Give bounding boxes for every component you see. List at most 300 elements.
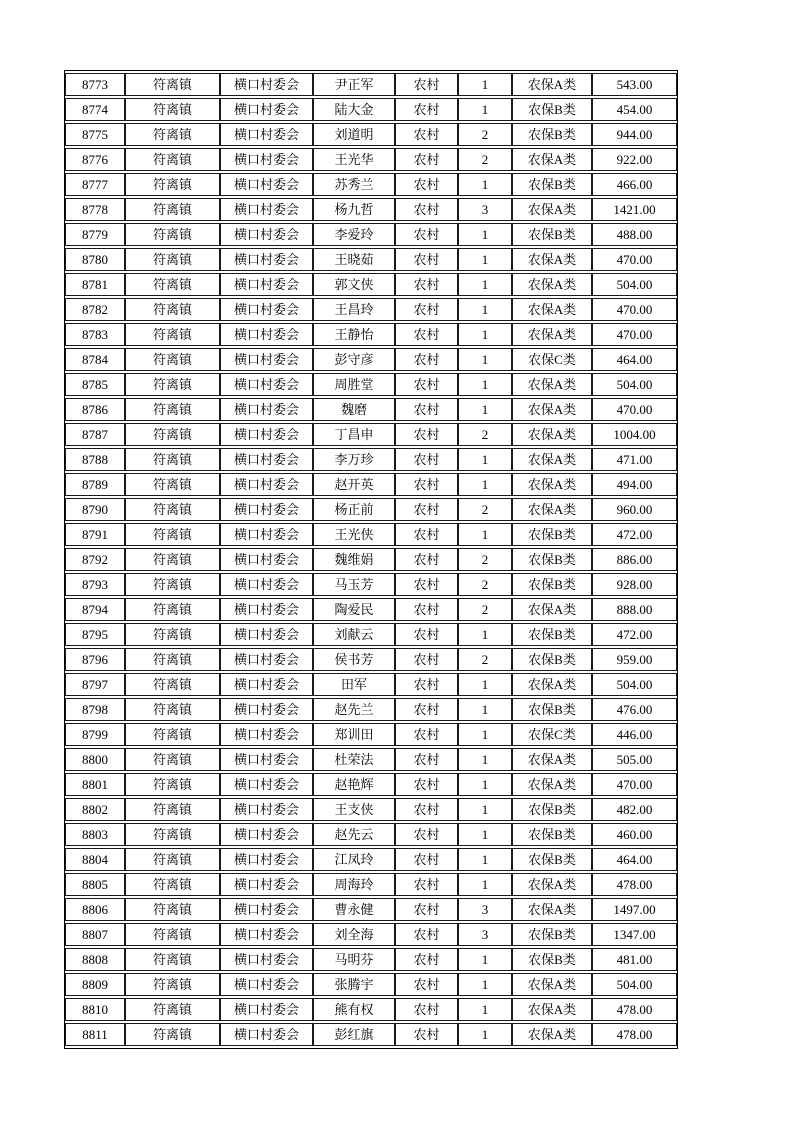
cell-insurance-category: 农保A类 (512, 148, 592, 171)
cell-town-name: 符离镇 (125, 423, 220, 446)
cell-person-count: 1 (458, 673, 512, 696)
cell-insurance-category: 农保A类 (512, 423, 592, 446)
cell-subsidy-amount: 481.00 (592, 948, 677, 971)
cell-insurance-category: 农保A类 (512, 73, 592, 96)
cell-insurance-category: 农保B类 (512, 123, 592, 146)
cell-insurance-category: 农保B类 (512, 573, 592, 596)
cell-insurance-category: 农保A类 (512, 748, 592, 771)
table-row (65, 973, 677, 996)
cell-person-name: 杨正前 (313, 498, 395, 521)
table-row (65, 348, 677, 371)
cell-household-type: 农村 (395, 473, 458, 496)
cell-serial-number: 8810 (65, 998, 125, 1021)
cell-village-committee: 横口村委会 (220, 898, 313, 921)
cell-village-committee: 横口村委会 (220, 298, 313, 321)
cell-household-type: 农村 (395, 323, 458, 346)
cell-serial-number: 8808 (65, 948, 125, 971)
cell-village-committee: 横口村委会 (220, 348, 313, 371)
cell-insurance-category: 农保A类 (512, 498, 592, 521)
cell-person-name: 苏秀兰 (313, 173, 395, 196)
cell-person-count: 1 (458, 398, 512, 421)
cell-person-count: 1 (458, 223, 512, 246)
cell-person-name: 刘道明 (313, 123, 395, 146)
cell-town-name: 符离镇 (125, 773, 220, 796)
cell-village-committee: 横口村委会 (220, 623, 313, 646)
cell-town-name: 符离镇 (125, 348, 220, 371)
cell-town-name: 符离镇 (125, 298, 220, 321)
cell-subsidy-amount: 504.00 (592, 673, 677, 696)
cell-household-type: 农村 (395, 123, 458, 146)
table-row (65, 398, 677, 421)
cell-household-type: 农村 (395, 498, 458, 521)
cell-serial-number: 8805 (65, 873, 125, 896)
cell-village-committee: 横口村委会 (220, 948, 313, 971)
cell-person-name: 王晓茹 (313, 248, 395, 271)
cell-village-committee: 横口村委会 (220, 223, 313, 246)
cell-village-committee: 横口村委会 (220, 923, 313, 946)
cell-town-name: 符离镇 (125, 898, 220, 921)
cell-village-committee: 横口村委会 (220, 148, 313, 171)
cell-town-name: 符离镇 (125, 498, 220, 521)
cell-subsidy-amount: 494.00 (592, 473, 677, 496)
cell-insurance-category: 农保B类 (512, 798, 592, 821)
cell-person-count: 1 (458, 873, 512, 896)
cell-person-name: 曹永健 (313, 898, 395, 921)
cell-insurance-category: 农保A类 (512, 873, 592, 896)
cell-household-type: 农村 (395, 623, 458, 646)
table-row (65, 148, 677, 171)
cell-subsidy-amount: 1497.00 (592, 898, 677, 921)
cell-town-name: 符离镇 (125, 723, 220, 746)
cell-subsidy-amount: 464.00 (592, 848, 677, 871)
cell-serial-number: 8803 (65, 823, 125, 846)
cell-serial-number: 8796 (65, 648, 125, 671)
cell-village-committee: 横口村委会 (220, 748, 313, 771)
cell-household-type: 农村 (395, 923, 458, 946)
table-row (65, 948, 677, 971)
cell-town-name: 符离镇 (125, 323, 220, 346)
cell-person-name: 杨九哲 (313, 198, 395, 221)
cell-person-name: 周海玲 (313, 873, 395, 896)
cell-serial-number: 8801 (65, 773, 125, 796)
cell-insurance-category: 农保A类 (512, 1023, 592, 1046)
cell-insurance-category: 农保C类 (512, 348, 592, 371)
cell-village-committee: 横口村委会 (220, 973, 313, 996)
cell-subsidy-amount: 922.00 (592, 148, 677, 171)
cell-person-count: 2 (458, 148, 512, 171)
cell-household-type: 农村 (395, 223, 458, 246)
cell-town-name: 符离镇 (125, 923, 220, 946)
table-row (65, 873, 677, 896)
cell-serial-number: 8776 (65, 148, 125, 171)
cell-person-count: 2 (458, 423, 512, 446)
cell-village-committee: 横口村委会 (220, 373, 313, 396)
table-row (65, 498, 677, 521)
cell-household-type: 农村 (395, 723, 458, 746)
cell-insurance-category: 农保B类 (512, 98, 592, 121)
cell-serial-number: 8790 (65, 498, 125, 521)
cell-insurance-category: 农保B类 (512, 823, 592, 846)
cell-household-type: 农村 (395, 948, 458, 971)
cell-town-name: 符离镇 (125, 523, 220, 546)
cell-subsidy-amount: 1004.00 (592, 423, 677, 446)
cell-person-count: 3 (458, 923, 512, 946)
cell-household-type: 农村 (395, 73, 458, 96)
table-row (65, 898, 677, 921)
cell-person-count: 1 (458, 998, 512, 1021)
cell-household-type: 农村 (395, 898, 458, 921)
cell-person-name: 李万珍 (313, 448, 395, 471)
cell-village-committee: 横口村委会 (220, 698, 313, 721)
cell-town-name: 符离镇 (125, 273, 220, 296)
cell-village-committee: 横口村委会 (220, 273, 313, 296)
cell-town-name: 符离镇 (125, 398, 220, 421)
cell-household-type: 农村 (395, 798, 458, 821)
cell-person-name: 刘全海 (313, 923, 395, 946)
cell-village-committee: 横口村委会 (220, 1023, 313, 1046)
cell-subsidy-amount: 470.00 (592, 323, 677, 346)
cell-insurance-category: 农保C类 (512, 723, 592, 746)
cell-person-count: 1 (458, 1023, 512, 1046)
cell-insurance-category: 农保B类 (512, 698, 592, 721)
cell-serial-number: 8793 (65, 573, 125, 596)
cell-town-name: 符离镇 (125, 473, 220, 496)
cell-insurance-category: 农保A类 (512, 198, 592, 221)
cell-serial-number: 8809 (65, 973, 125, 996)
cell-subsidy-amount: 886.00 (592, 548, 677, 571)
cell-village-committee: 横口村委会 (220, 823, 313, 846)
cell-town-name: 符离镇 (125, 848, 220, 871)
cell-insurance-category: 农保A类 (512, 773, 592, 796)
table-row (65, 523, 677, 546)
cell-subsidy-amount: 478.00 (592, 873, 677, 896)
cell-insurance-category: 农保B类 (512, 223, 592, 246)
table-body (65, 73, 677, 1046)
cell-town-name: 符离镇 (125, 198, 220, 221)
cell-serial-number: 8783 (65, 323, 125, 346)
cell-town-name: 符离镇 (125, 823, 220, 846)
cell-person-count: 1 (458, 98, 512, 121)
cell-village-committee: 横口村委会 (220, 998, 313, 1021)
cell-subsidy-amount: 446.00 (592, 723, 677, 746)
cell-household-type: 农村 (395, 823, 458, 846)
cell-insurance-category: 农保B类 (512, 173, 592, 196)
cell-household-type: 农村 (395, 98, 458, 121)
cell-person-name: 彭红旗 (313, 1023, 395, 1046)
cell-person-name: 江凤玲 (313, 848, 395, 871)
cell-person-count: 2 (458, 598, 512, 621)
cell-serial-number: 8794 (65, 598, 125, 621)
table-row (65, 623, 677, 646)
cell-person-count: 3 (458, 198, 512, 221)
cell-serial-number: 8778 (65, 198, 125, 221)
table-row (65, 298, 677, 321)
cell-person-count: 1 (458, 323, 512, 346)
cell-person-name: 李爱玲 (313, 223, 395, 246)
cell-town-name: 符离镇 (125, 673, 220, 696)
cell-person-count: 1 (458, 748, 512, 771)
cell-person-count: 3 (458, 898, 512, 921)
cell-insurance-category: 农保B类 (512, 923, 592, 946)
cell-person-count: 1 (458, 473, 512, 496)
cell-person-name: 张腾宇 (313, 973, 395, 996)
table-row (65, 823, 677, 846)
cell-person-count: 1 (458, 698, 512, 721)
cell-subsidy-amount: 505.00 (592, 748, 677, 771)
cell-town-name: 符离镇 (125, 998, 220, 1021)
cell-person-name: 赵艳辉 (313, 773, 395, 796)
cell-subsidy-amount: 470.00 (592, 398, 677, 421)
cell-person-name: 陆大金 (313, 98, 395, 121)
cell-insurance-category: 农保A类 (512, 673, 592, 696)
cell-town-name: 符离镇 (125, 1023, 220, 1046)
table-row (65, 598, 677, 621)
cell-serial-number: 8787 (65, 423, 125, 446)
cell-person-count: 1 (458, 798, 512, 821)
cell-person-count: 1 (458, 273, 512, 296)
cell-insurance-category: 农保A类 (512, 273, 592, 296)
cell-person-count: 2 (458, 573, 512, 596)
cell-insurance-category: 农保A类 (512, 898, 592, 921)
cell-person-name: 尹正军 (313, 73, 395, 96)
cell-person-name: 侯书芳 (313, 648, 395, 671)
cell-town-name: 符离镇 (125, 623, 220, 646)
table-row (65, 473, 677, 496)
cell-village-committee: 横口村委会 (220, 423, 313, 446)
cell-person-name: 熊有权 (313, 998, 395, 1021)
cell-household-type: 农村 (395, 648, 458, 671)
cell-household-type: 农村 (395, 673, 458, 696)
cell-village-committee: 横口村委会 (220, 873, 313, 896)
cell-serial-number: 8784 (65, 348, 125, 371)
table-row (65, 273, 677, 296)
cell-person-name: 赵先兰 (313, 698, 395, 721)
cell-town-name: 符离镇 (125, 698, 220, 721)
cell-serial-number: 8780 (65, 248, 125, 271)
cell-person-count: 1 (458, 173, 512, 196)
cell-insurance-category: 农保A类 (512, 973, 592, 996)
cell-insurance-category: 农保A类 (512, 323, 592, 346)
cell-household-type: 农村 (395, 573, 458, 596)
cell-town-name: 符离镇 (125, 873, 220, 896)
cell-subsidy-amount: 504.00 (592, 273, 677, 296)
table-row (65, 198, 677, 221)
cell-serial-number: 8807 (65, 923, 125, 946)
cell-person-count: 1 (458, 773, 512, 796)
cell-person-count: 1 (458, 73, 512, 96)
cell-town-name: 符离镇 (125, 173, 220, 196)
cell-town-name: 符离镇 (125, 448, 220, 471)
cell-serial-number: 8806 (65, 898, 125, 921)
cell-person-name: 陶爱民 (313, 598, 395, 621)
cell-household-type: 农村 (395, 748, 458, 771)
cell-serial-number: 8800 (65, 748, 125, 771)
cell-person-count: 1 (458, 523, 512, 546)
cell-subsidy-amount: 470.00 (592, 248, 677, 271)
cell-town-name: 符离镇 (125, 648, 220, 671)
cell-person-name: 周胜堂 (313, 373, 395, 396)
cell-subsidy-amount: 482.00 (592, 798, 677, 821)
cell-insurance-category: 农保A类 (512, 598, 592, 621)
table-row (65, 423, 677, 446)
cell-town-name: 符离镇 (125, 248, 220, 271)
cell-serial-number: 8789 (65, 473, 125, 496)
cell-village-committee: 横口村委会 (220, 398, 313, 421)
cell-serial-number: 8797 (65, 673, 125, 696)
table-row (65, 798, 677, 821)
cell-person-count: 2 (458, 548, 512, 571)
cell-village-committee: 横口村委会 (220, 73, 313, 96)
cell-insurance-category: 农保A类 (512, 473, 592, 496)
cell-serial-number: 8788 (65, 448, 125, 471)
cell-person-count: 1 (458, 623, 512, 646)
cell-person-name: 郭文侠 (313, 273, 395, 296)
cell-subsidy-amount: 454.00 (592, 98, 677, 121)
cell-person-name: 王静怡 (313, 323, 395, 346)
cell-serial-number: 8802 (65, 798, 125, 821)
table-row (65, 73, 677, 96)
cell-person-name: 王昌玲 (313, 298, 395, 321)
cell-household-type: 农村 (395, 423, 458, 446)
cell-subsidy-amount: 543.00 (592, 73, 677, 96)
table-row (65, 98, 677, 121)
cell-person-name: 彭守彦 (313, 348, 395, 371)
table-row (65, 173, 677, 196)
cell-person-name: 王光侠 (313, 523, 395, 546)
cell-village-committee: 横口村委会 (220, 723, 313, 746)
cell-person-name: 赵开英 (313, 473, 395, 496)
cell-village-committee: 横口村委会 (220, 498, 313, 521)
cell-household-type: 农村 (395, 523, 458, 546)
table-row (65, 848, 677, 871)
cell-person-name: 魏维娟 (313, 548, 395, 571)
cell-serial-number: 8799 (65, 723, 125, 746)
cell-subsidy-amount: 460.00 (592, 823, 677, 846)
cell-subsidy-amount: 472.00 (592, 523, 677, 546)
cell-household-type: 农村 (395, 848, 458, 871)
subsidy-table-container (64, 70, 678, 1049)
table-row (65, 548, 677, 571)
cell-subsidy-amount: 959.00 (592, 648, 677, 671)
cell-insurance-category: 农保B类 (512, 648, 592, 671)
cell-subsidy-amount: 888.00 (592, 598, 677, 621)
cell-village-committee: 横口村委会 (220, 798, 313, 821)
cell-subsidy-amount: 472.00 (592, 623, 677, 646)
table-row (65, 648, 677, 671)
cell-town-name: 符离镇 (125, 548, 220, 571)
cell-village-committee: 横口村委会 (220, 173, 313, 196)
cell-insurance-category: 农保A类 (512, 398, 592, 421)
cell-village-committee: 横口村委会 (220, 323, 313, 346)
table-row (65, 723, 677, 746)
table-row (65, 698, 677, 721)
table-row (65, 923, 677, 946)
cell-household-type: 农村 (395, 873, 458, 896)
cell-insurance-category: 农保A类 (512, 998, 592, 1021)
cell-subsidy-amount: 1421.00 (592, 198, 677, 221)
cell-household-type: 农村 (395, 598, 458, 621)
cell-village-committee: 横口村委会 (220, 848, 313, 871)
table-row (65, 573, 677, 596)
cell-household-type: 农村 (395, 973, 458, 996)
table-row (65, 323, 677, 346)
cell-town-name: 符离镇 (125, 748, 220, 771)
cell-household-type: 农村 (395, 398, 458, 421)
cell-subsidy-amount: 470.00 (592, 298, 677, 321)
cell-subsidy-amount: 504.00 (592, 373, 677, 396)
cell-household-type: 农村 (395, 348, 458, 371)
cell-village-committee: 横口村委会 (220, 773, 313, 796)
cell-serial-number: 8774 (65, 98, 125, 121)
cell-household-type: 农村 (395, 248, 458, 271)
cell-person-name: 马玉芳 (313, 573, 395, 596)
cell-person-name: 魏磨 (313, 398, 395, 421)
cell-household-type: 农村 (395, 773, 458, 796)
table-row (65, 998, 677, 1021)
cell-serial-number: 8773 (65, 73, 125, 96)
cell-serial-number: 8791 (65, 523, 125, 546)
table-row (65, 1023, 677, 1046)
cell-serial-number: 8781 (65, 273, 125, 296)
cell-subsidy-amount: 1347.00 (592, 923, 677, 946)
cell-subsidy-amount: 944.00 (592, 123, 677, 146)
cell-town-name: 符离镇 (125, 123, 220, 146)
table-row (65, 248, 677, 271)
cell-subsidy-amount: 478.00 (592, 998, 677, 1021)
cell-household-type: 农村 (395, 373, 458, 396)
cell-town-name: 符离镇 (125, 223, 220, 246)
cell-town-name: 符离镇 (125, 598, 220, 621)
cell-insurance-category: 农保A类 (512, 448, 592, 471)
cell-person-name: 赵先云 (313, 823, 395, 846)
cell-person-count: 1 (458, 948, 512, 971)
cell-person-count: 1 (458, 848, 512, 871)
cell-village-committee: 横口村委会 (220, 198, 313, 221)
cell-village-committee: 横口村委会 (220, 448, 313, 471)
cell-person-name: 田军 (313, 673, 395, 696)
cell-village-committee: 横口村委会 (220, 523, 313, 546)
cell-serial-number: 8795 (65, 623, 125, 646)
cell-town-name: 符离镇 (125, 148, 220, 171)
cell-village-committee: 横口村委会 (220, 548, 313, 571)
cell-subsidy-amount: 488.00 (592, 223, 677, 246)
cell-subsidy-amount: 504.00 (592, 973, 677, 996)
cell-person-count: 1 (458, 248, 512, 271)
cell-person-name: 马明芬 (313, 948, 395, 971)
cell-household-type: 农村 (395, 198, 458, 221)
cell-village-committee: 横口村委会 (220, 573, 313, 596)
cell-insurance-category: 农保B类 (512, 523, 592, 546)
cell-insurance-category: 农保B类 (512, 848, 592, 871)
cell-person-name: 杜荣法 (313, 748, 395, 771)
cell-person-count: 1 (458, 723, 512, 746)
cell-insurance-category: 农保A类 (512, 298, 592, 321)
cell-village-committee: 横口村委会 (220, 648, 313, 671)
cell-village-committee: 横口村委会 (220, 673, 313, 696)
cell-person-count: 1 (458, 373, 512, 396)
cell-village-committee: 横口村委会 (220, 98, 313, 121)
cell-town-name: 符离镇 (125, 98, 220, 121)
cell-household-type: 农村 (395, 273, 458, 296)
cell-subsidy-amount: 470.00 (592, 773, 677, 796)
cell-subsidy-amount: 478.00 (592, 1023, 677, 1046)
table-row (65, 673, 677, 696)
cell-serial-number: 8804 (65, 848, 125, 871)
cell-household-type: 农村 (395, 298, 458, 321)
cell-serial-number: 8811 (65, 1023, 125, 1046)
cell-insurance-category: 农保A类 (512, 248, 592, 271)
cell-subsidy-amount: 466.00 (592, 173, 677, 196)
